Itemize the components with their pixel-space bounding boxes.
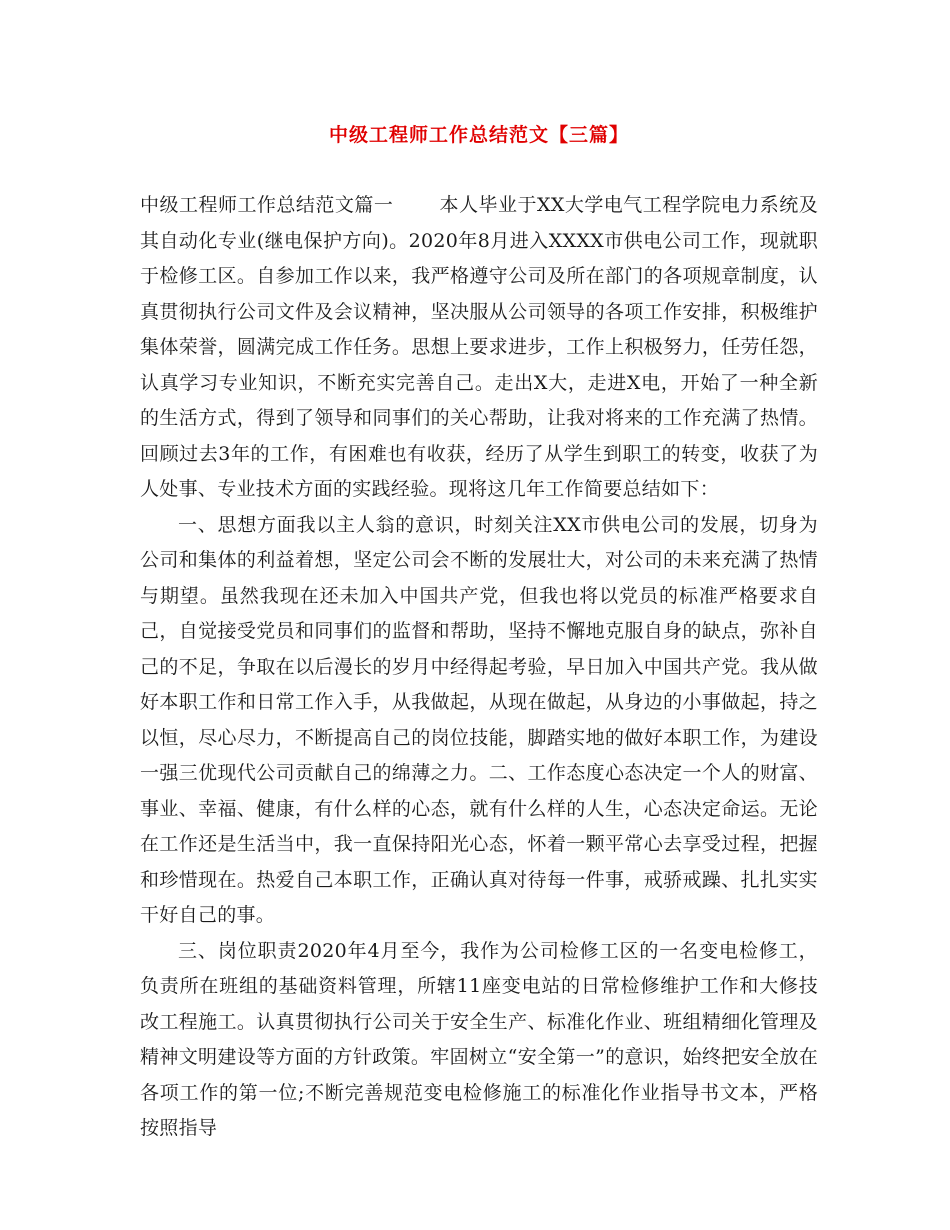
document-title: 中级工程师工作总结范文【三篇】 [328,124,629,146]
paragraph-3: 三、岗位职责2020年4月至今，我作为公司检修工区的一名变电检修工，负责所在班组的基础资料管理，所辖11座变电站的日常检修维护工作和大修技改工程施工。认真贯彻执行公司关于安全生产、标准化作业、班组精细化管理及精神文明建设等方面的方针政策。牢固树立“安全第一”的意识，始终把安全放在各项工作的第一位;不断完善规范变电检修施工的标准化作业指导书文本，严格按照指导 [140,939,818,1139]
section-heading: 中级工程师工作总结范文篇一 [140,194,394,216]
document-body [140,188,818,1147]
paragraph-2: 一、思想方面我以主人翁的意识，时刻关注XX市供电公司的发展，切身为公司和集体的利益着想，坚定公司会不断的发展壮大，对公司的未来充满了热情与期望。虽然我现在还未加入中国共产党，但我也将以党员的标准严格要求自己，自觉接受党员和同事们的监督和帮助，坚持不懈地克服自身的缺点，弥补自己的不足，争取在以后漫长的岁月中经得起考验，早日加入中国共产党。我从做好本职工作和日常工作入手，从我做起，从现在做起，从身边的小事做起，持之以恒，尽心尽力，不断提高自己的岗位技能，脚踏实地的做好本职工作，为建设一强三优现代公司贡献自己的绵薄之力。二、工作态度心态决定一个人的财富、事业、幸福、健康，有什么样的心态，就有什么样的人生，心态决定命运。无论在工作还是生活当中，我一直保持阳光心态，怀着一颗平常心去享受过程，把握和珍惜现在。热爱自己本职工作，正确认真对待每一件事，戒骄戒躁、扎扎实实干好自己的事。 [140,513,818,926]
paragraph-1-text: 本人毕业于XX大学电气工程学院电力系统及其自动化专业(继电保护方向)。2020年8月进入XXXX市供电公司工作，现就职于检修工区。自参加工作以来，我严格遵守公司及所在部门的各项规章制度，认真贯彻执行公司文件及会议精神，坚决服从公司领导的各项工作安排，积极维护集体荣誉，圆满完成工作任务。思想上要求进步，工作上积极努力，任劳任怨，认真学习专业知识，不断充实完善自己。走出X大，走进X电，开始了一种全新的生活方式，得到了领导和同事们的关心帮助，让我对将来的工作充满了热情。回顾过去3年的工作，有困难也有收获，经历了从学生到职工的转变，收获了为人处事、专业技术方面的实践经验。现将这几年工作简要总结如下： [140,194,818,500]
paragraph-1 [140,188,818,508]
